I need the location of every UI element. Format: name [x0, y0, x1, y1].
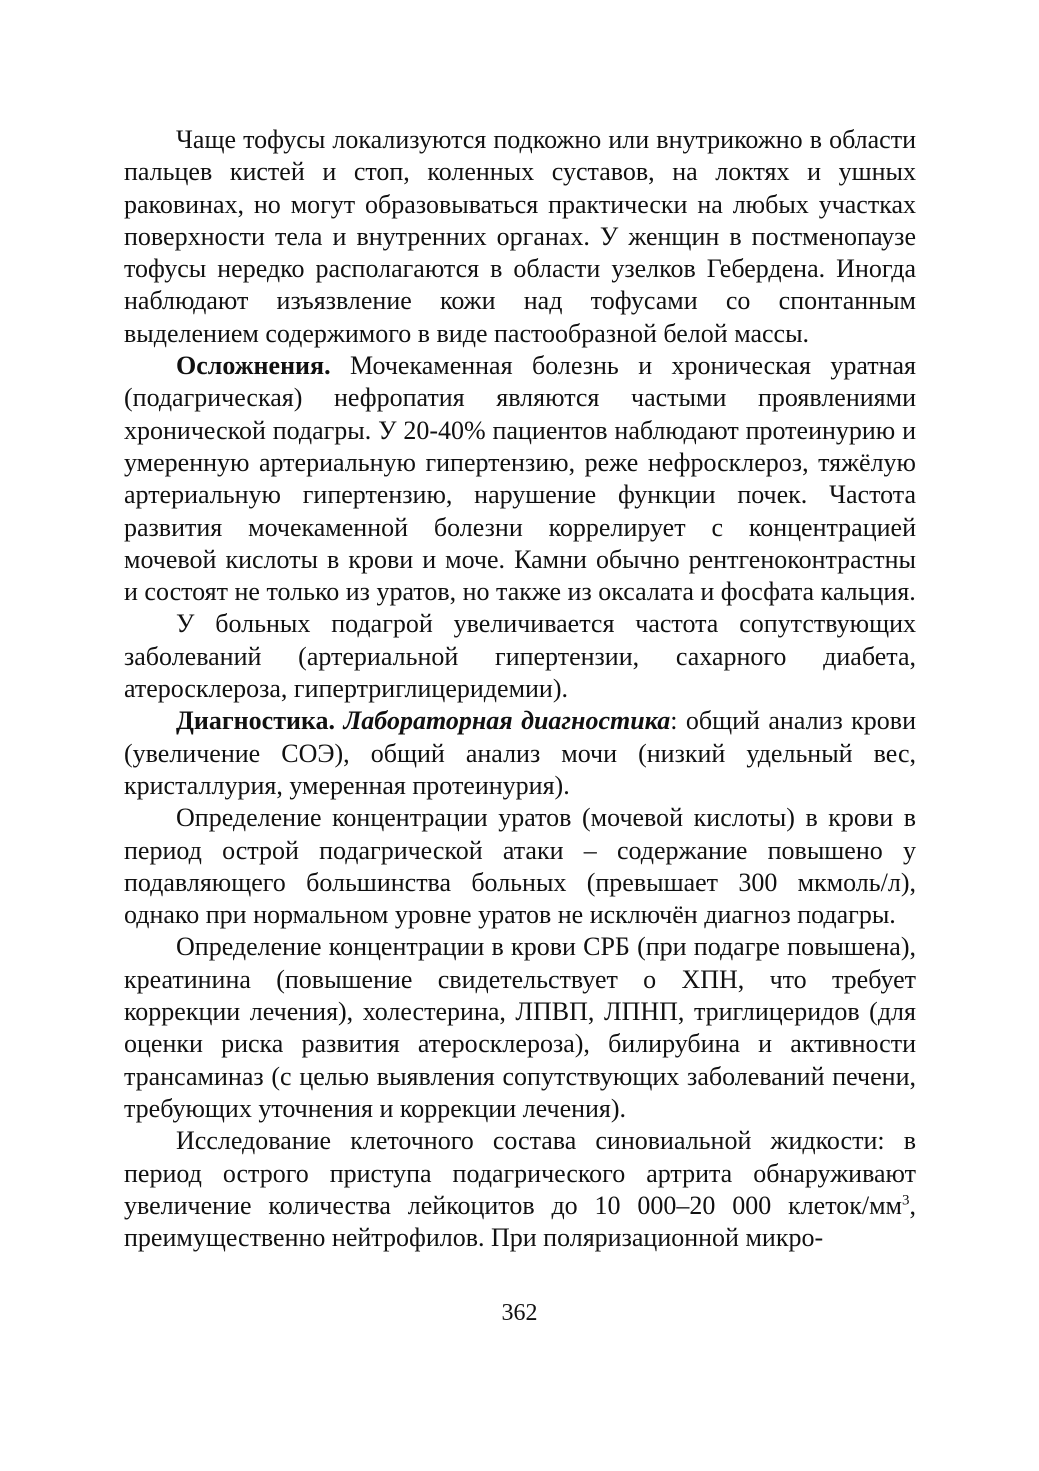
paragraph-urate-concentration: Определение концентрации уратов (мочевой кислоты) в крови в период острой подагрической атаки – содержание повышено у подавляющего большинства больных (превышает 300 мкмоль/л), однако при нормальном уровне уратов не исключён диагноз подагры. [124, 803, 916, 930]
paragraph-synovial-fluid [124, 1125, 916, 1254]
subheading-lab-diagnostics: Лабораторная диагностика [343, 706, 671, 736]
synovial-tail: , преимущественно нейтрофилов. При поляризационной микро- [124, 1190, 916, 1253]
paragraph-complications [124, 350, 916, 608]
complications-text: Мочекаменная болезнь и хроническая уратная (подагрическая) нефропатия являются частыми проявлениями хронической подагры. У 20-40% пациентов наблюдают протеинурию и умеренную артериальную гипертензию, реже нефросклероз, тяжёлую артериальную гипертензию, нарушение функции почек. Частота развития мочекаменной болезни коррелирует с концентрацией мочевой кислоты в крови и моче. Камни обычно рентгеноконтрастны и состоят не только из уратов, но также из оксалата и фосфата кальция. [124, 351, 916, 607]
paragraph-blood-tests: Определение концентрации в крови СРБ (при подагре повышена), креатинина (повышение свидетельствует о ХПН, что требует коррекции лечения), холестерина, ЛПВП, ЛПНП, триглицеридов (для оценки риска развития атеросклероза), билирубина и активности трансаминаз (с целью выявления сопутствующих заболеваний печени, требующих уточнения и коррекции лечения). [124, 932, 916, 1123]
superscript-cubed: 3 [902, 1192, 910, 1209]
paragraph-diagnostics [124, 705, 916, 802]
heading-complications: Осложнения. [176, 351, 331, 381]
paragraph-comorbidities: У больных подагрой увеличивается частота сопутствующих заболеваний (артериальной гипертензии, сахарного диабета, атеросклероза, гипертриглицеридемии). [124, 609, 916, 704]
page-number: 362 [501, 1300, 538, 1326]
page-body [124, 124, 916, 1254]
heading-diagnostics: Диагностика. [176, 706, 336, 736]
synovial-text: Исследование клеточного состава синовиальной жидкости: в период острого приступа подагрического артрита обнаруживают увеличение количества лейкоцитов до 10 000–20 000 клеток/мм [124, 1126, 916, 1220]
diagnostics-text: : общий анализ крови (увеличение СОЭ), общий анализ мочи (низкий удельный вес, кристаллурия, умеренная протеинурия). [124, 706, 916, 800]
paragraph-tophi-location: Чаще тофусы локализуются подкожно или внутрикожно в области пальцев кистей и стоп, коленных суставов, на локтях и ушных раковинах, но могут образовываться практически на любых участках поверхности тела и внутренних органах. У женщин в постменопаузе тофусы нередко располагаются в области узелков Гебердена. Иногда наблюдают изъязвление кожи над тофусами со спонтанным выделением содержимого в виде пастообразной белой массы. [124, 125, 916, 348]
